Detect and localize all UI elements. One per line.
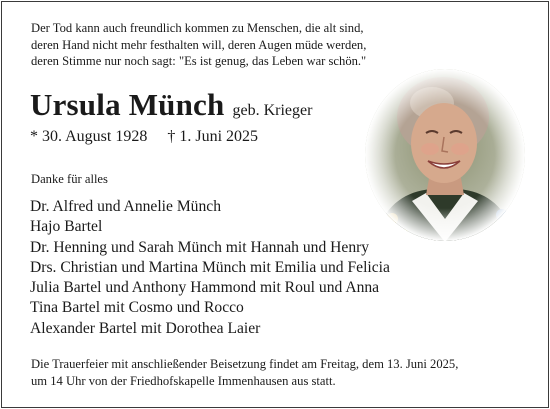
poem-line: deren Hand nicht mehr festhalten will, deren Augen müde werden, [31,37,367,52]
poem-line: deren Stimme nur noch sagt: "Es ist genug, das Leben war schön." [31,54,367,68]
mourner-entry: Dr. Alfred und Annelie Münch [30,198,221,215]
thanks-line: Danke für alles [31,172,108,186]
funeral-line: um 14 Uhr von der Friedhofskapelle Immenhausen aus statt. [31,373,336,388]
mourner-entry: Tina Bartel mit Cosmo und Rocco [30,299,244,317]
deceased-name: Ursula Münch [30,87,225,122]
mourner-entry: Dr. Henning und Sarah Münch mit Hannah und Henry [30,238,370,256]
maiden-name: geb. Krieger [232,102,313,119]
poem-line: Der Tod kann auch freundlich kommen zu Menschen, die alt sind, [31,21,364,35]
mourners-list [30,197,390,339]
mourner-entry: Hajo Bartel [30,218,103,236]
mourner-entry: Drs. Christian und Martina Münch mit Emilia und Felicia [30,258,390,276]
funeral-info [31,356,531,389]
life-dates [30,128,258,146]
funeral-line: Die Trauerfeier mit anschließender Beisetzung findet am Freitag, dem 13. Juni 2025, [31,357,459,371]
birth-date: * 30. August 1928 [30,128,148,145]
deceased-name-row [30,87,312,123]
mourner-entry: Alexander Bartel mit Dorothea Laier [30,319,261,337]
mourner-entry: Julia Bartel und Anthony Hammond mit Roul und Anna [30,279,380,297]
death-date: † 1. Juni 2025 [167,128,259,145]
poem [31,20,411,70]
